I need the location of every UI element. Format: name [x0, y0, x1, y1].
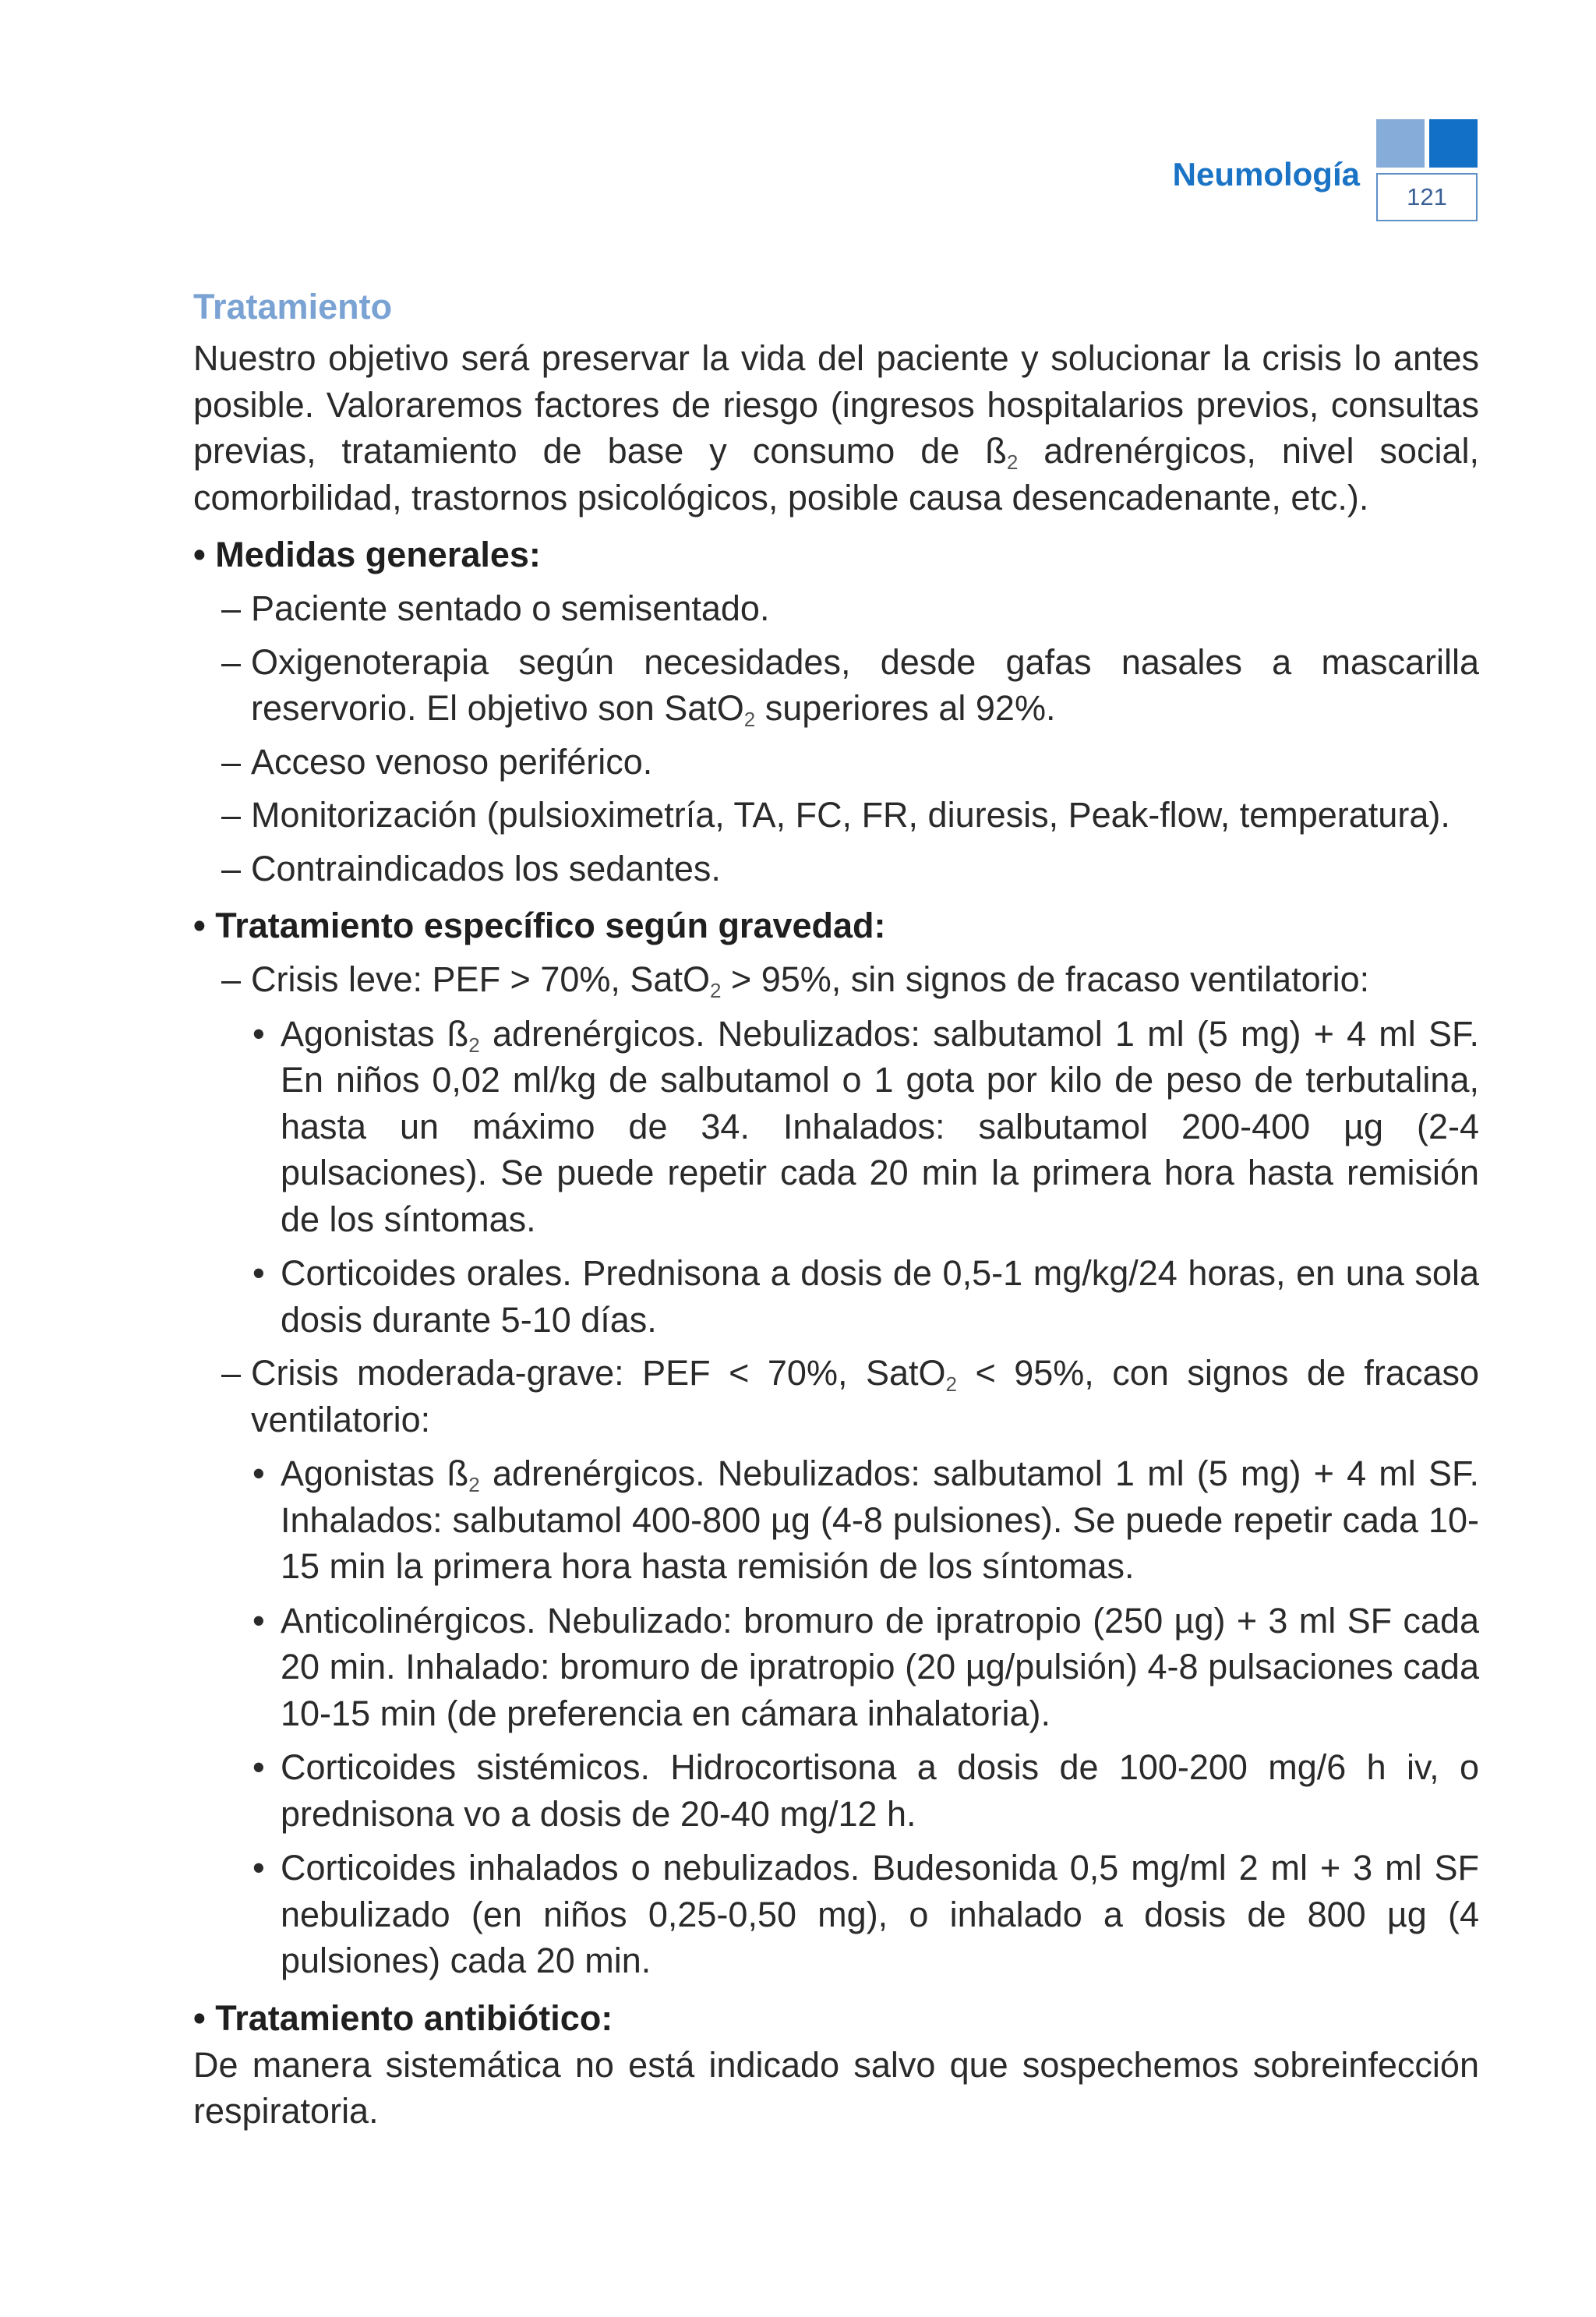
- antibiotico-paragraph: De manera sistemática no está indicado salvo que sospechemos sobreinfección respiratoria.: [193, 2044, 1479, 2131]
- crisis-leve-item: – Crisis leve: PEF > 70%, SatO$_2$ > 95%, sin signos de fracaso ventilatorio:: [193, 956, 1479, 1003]
- list-item: – Paciente sentado o semisentado.: [193, 585, 1479, 632]
- list-item: • Corticoides sistémicos. Hidrocortisona a dosis de 100-200 mg/6 h iv, o prednisona vo a dosis de 20-40 mg/12 h.: [193, 1744, 1479, 1837]
- page-number: 121: [1376, 173, 1478, 221]
- list-item: • Corticoides inhalados o nebulizados. Budesonida 0,5 mg/ml 2 ml + 3 ml SF nebulizado (en niños 0,25-0,50 mg), o inhalado a dosis de 800 µg (4 pulsiones) cada 20 min.: [193, 1845, 1479, 1984]
- list-item: • Anticolinérgicos. Nebulizado: bromuro de ipratropio (250 µg) + 3 ml SF cada 20 min. Inhalado: bromuro de ipratropio (20 µg/pulsión) 4-8 pulsaciones cada 10-15 min (de preferencia en cámara inhalatoria).: [193, 1598, 1479, 1737]
- heading-medidas-generales: • Medidas generales:: [193, 535, 541, 574]
- crisis-grave-item: – Crisis moderada-grave: PEF < 70%, SatO$_2$ < 95%, con signos de fracaso ventilatorio:: [193, 1350, 1479, 1443]
- intro-paragraph: Nuestro objetivo será preservar la vida del paciente y solucionar la crisis lo antes posible. Valoraremos factores de riesgo (ingresos hospitalarios previos, consultas previas, tratamiento de base y consumo de $ß_2$ adrenérgicos, nivel social, comorbilidad, trastornos psicológicos, posible causa desencadenante, etc.).: [193, 338, 1479, 517]
- header-square-dark: [1429, 119, 1478, 168]
- list-item: – Monitorización (pulsioximetría, TA, FC, FR, diuresis, Peak-flow, temperatura).: [193, 792, 1479, 839]
- list-item: – Contraindicados los sedantes.: [193, 846, 1479, 892]
- list-item: • Agonistas $ß_2$ adrenérgicos. Nebulizados: salbutamol 1 ml (5 mg) + 4 ml SF. En niños 0,02 ml/kg de salbutamol o 1 gota por kilo de peso de terbutalina, hasta un máximo de 34. Inhalados: salbutamol 200-400 µg (2-4 pulsaciones). Se puede repetir cada 20 min la primera hora hasta remisión de los síntomas.: [193, 1011, 1479, 1243]
- header-square-light: [1376, 119, 1425, 168]
- section-title: Tratamiento: [193, 287, 393, 327]
- heading-tratamiento-antibiotico: • Tratamiento antibiótico:: [193, 1997, 613, 2038]
- running-header-section: Neumología: [1172, 156, 1360, 192]
- list-item: – Acceso venoso periférico.: [193, 739, 1479, 786]
- list-item: • Agonistas $ß_2$ adrenérgicos. Nebulizados: salbutamol 1 ml (5 mg) + 4 ml SF. Inhalados: salbutamol 400-800 µg (4-8 pulsiones). Se puede repetir cada 10-15 min la primera hora hasta remisión de los síntomas.: [193, 1450, 1479, 1590]
- page-content: [193, 279, 1479, 2135]
- heading-tratamiento-especifico: • Tratamiento específico según gravedad:: [193, 906, 886, 945]
- list-item: • Corticoides orales. Prednisona a dosis de 0,5-1 mg/kg/24 horas, en una sola dosis durante 5-10 días.: [193, 1250, 1479, 1343]
- list-item: – Oxigenoterapia según necesidades, desde gafas nasales a mascarilla reservorio. El objetivo son SatO$_2$ superiores al 92%.: [193, 639, 1479, 732]
